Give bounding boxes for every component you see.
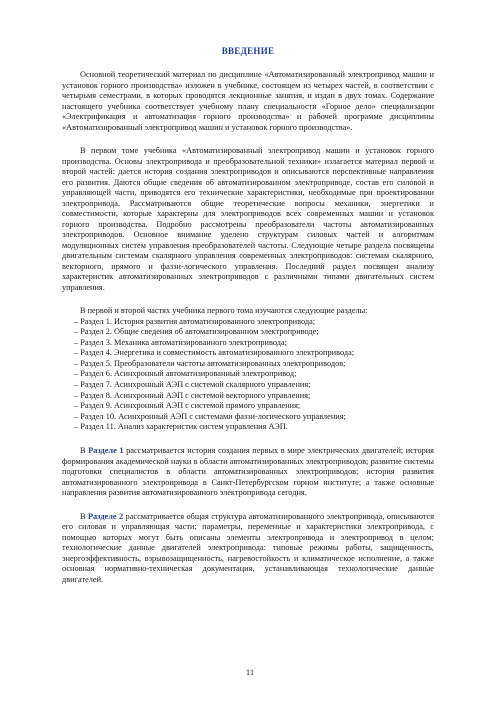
- section-1-paragraph: [62, 446, 434, 499]
- page-number: 11: [245, 667, 255, 677]
- intro-paragraph-3: В первой и второй частях учебника первого тома изучаются следующие разделы:: [80, 306, 368, 315]
- list-item: – Раздел 7. Асинхронный АЭП с системой скалярного управления;: [74, 380, 311, 390]
- list-item: – Раздел 10. Асинхронный АЭП с системами фаззи-логического управления;: [74, 411, 346, 421]
- section-1-text: рассматривается история создания первых в мире электрических двигателей; история формирования академической науки в области автоматизированных электроприводов; развитие системы подготовки специалистов в области автоматизированных электроприводов; история развития автоматизированного электропривода в Санкт-Петербургском горном институте; а также основные направления развития автоматизированного электропривода сегодня.: [62, 446, 434, 498]
- list-item: – Раздел 9. Асинхронный АЭП с системой прямого управления;: [74, 401, 301, 411]
- list-item: – Раздел 6. Асинхронный автоматизированный электропривод;: [74, 369, 297, 379]
- section-1-reference: Разделе 1: [88, 446, 124, 456]
- list-item: – Раздел 3. Механика автоматизированного электропривода;: [74, 337, 287, 347]
- section-2-reference: Разделе 2: [87, 511, 124, 521]
- page-title: ВВЕДЕНИЕ: [221, 46, 275, 56]
- list-item: – Раздел 2. Общие сведения об автоматизированном электроприводе;: [74, 327, 319, 337]
- list-item: – Раздел 11. Анализ характеристик систем управления АЭП.: [74, 422, 288, 432]
- intro-paragraph-2: В первом томе учебника «Автоматизированный электропривод машин и установок горного производства. Основы электропривода и преобразовательной техники» излагается материал первой и второй частей: дается история создания электроприводов и описываются перспективные направления его развития. Даются общие сведения об автоматизированном электроприводе, состав его силовой и управляющей части, приводятся его технические характеристики, необходимые при проектировании электропривода. Рассматриваются общие теоретические вопросы механики, энергетики и совместимости, которые характерны для электроприводов всех современных машин и установок горного производства. Подробно рассмотрены преобразователи частоты автоматизированных электроприводов. Основное внимание уделено структурам силовых частей и алгоритмам модуляционных систем управления преобразователей частоты. Следующие четыре раздела посвящены двигательным системам скалярного управления современных электроприводов: системам скалярного, векторного, прямого и фаззи-логического управления. Последний раздел посвящен анализу характеристик автоматизированных электроприводов с различными типами двигательных систем управления.: [62, 146, 434, 292]
- list-item: – Раздел 1. История развития автоматизированного электропривода;: [74, 316, 316, 326]
- list-item: – Раздел 5. Преобразователи частоты автоматизированных электроприводов;: [74, 358, 346, 368]
- section-2-paragraph: [62, 512, 434, 586]
- section-1-prefix: В: [80, 446, 89, 456]
- list-item: – Раздел 4. Энергетика и совместимость автоматизированного электропривода;: [74, 348, 355, 358]
- list-item: – Раздел 8. Асинхронный АЭП с системой векторного управления;: [74, 390, 311, 400]
- section-2-prefix: В: [80, 511, 88, 521]
- section-2-text: рассматривается общая структура автоматизированного электропривода, описываются его силовая и управляющая части; параметры, переменные и характеристики электропривода, с помощью которых могут быть описаны элементы электропривода и электропривод в целом; технологические данные двигателей электропривода: типовые режимы работы, защищенность, энергоэффективность, взрывозащищенность, нагревостойкость и климатическое исполнение, а также основная нормативно-техническая документация, устанавливающая технологические данные двигателей.: [62, 511, 435, 584]
- intro-paragraph-1: Основной теоретический материал по дисциплине «Автоматизированный электропривод машин и установок горного производства» изложен в учебнике, состоящем из четырех частей, в соответствии с четырьмя семестрами, в которых проводятся лекционные занятия, и издан в двух томах. Содержание настоящего учебника соответствует учебному плану специальности «Горное дело» специализации «Электрификация и автоматизация горного производства» и рабочей программе дисциплины «Автоматизированный электропривод машин и установок горного производства».: [62, 70, 434, 132]
- sections-list: [62, 317, 434, 434]
